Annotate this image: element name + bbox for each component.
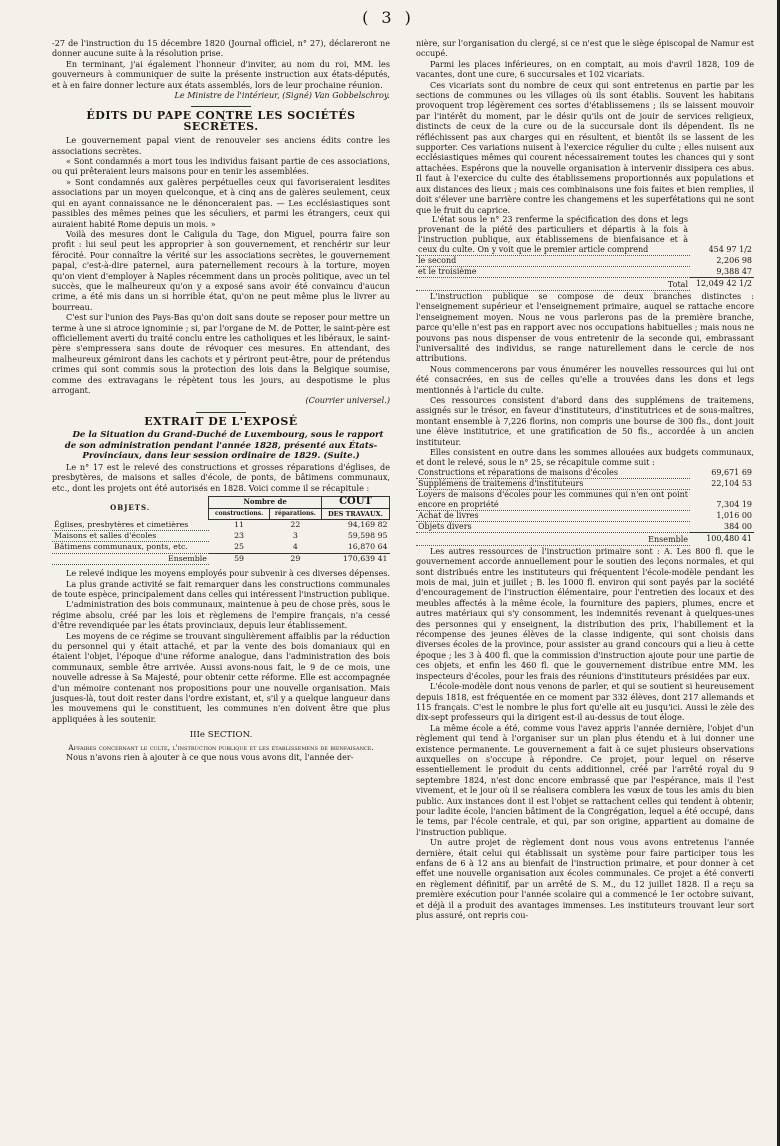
ledger-row [416, 266, 754, 277]
ledger-total-label: Ensemble [416, 532, 690, 545]
paragraph: Les moyens de ce régime se trouvant singulièrement affaiblis par la réduction du personnel qui y était attaché, et par la vente des bois domaniaux qui en étaient l'objet, l'époque d'une réforme analogue, dans l'administration des bois communaux, semble être arrivée. Aussi avons-nous fait, le 9 de ce mois, une nouvelle adresse à Sa Majesté, pour obtenir cette réforme. Elle est accompagnée d'un mémoire contenant nos propositions pour une nouvelle organisation. Mais jusques-là, tout doit rester dans l'ordre existant, et, s'il y a quelque langueur dans les mouvemens qui le constituent, les communes n'en doivent être que plus appliquées à les soutenir. [52, 630, 390, 724]
signature: Le Ministre de l'intérieur, (Signé) Van Gobbelschroy. [174, 90, 390, 101]
paragraph: L'instruction publique se compose de deux branches distinctes : l'enseignement supérieur et l'enseignement primaire, auquel se rattache encore l'enseignement moyen. Nous ne vous parlerons pas de la première branche, parce qu'elle n'est pas en rapport avec nos occupations habituelles ; mais nous ne pouvons pas nous dispenser de vous entretenir de la seconde qui, embrassant l'universalité des individus, se range naturellement dans le cercle de nos attributions. [416, 290, 754, 364]
paragraph: L'administration des bois communaux, maintenue à peu de chose près, sous le régime absolu, créé par les lois et règlemens de l'empire français, n'a cessé d'être revendiquée par les états provinciaux, depuis leur établissement. [52, 599, 390, 631]
ledger-label: Constructions et réparations de maisons d'écoles [416, 468, 690, 479]
paragraph: Ces ressources consistent d'abord dans des supplémens de traitemens, assignés sur le trésor, en faveur d'instituteurs, d'institutrices et de sous-maîtres, montant ensemble à 7,226 florins, non compris une bourse de 300 fls., dont jouit une élève institutrice, et une gratification de 50 fls., accordée à un ancien instituteur. [416, 394, 754, 447]
ledger-value: 384 00 [724, 521, 752, 531]
ledger-value: 454 97 1/2 [708, 245, 752, 255]
total-label: Ensemble [52, 553, 209, 564]
ledger-row [416, 215, 754, 256]
section-subheading: Affaires concernant le culte, l'instruction publique et les établissemens de bienfaisance. [68, 742, 374, 752]
heading-extrait: EXTRAIT DE L'EXPOSÉ [144, 414, 298, 428]
paragraph: Parmi les places inférieures, on en comptait, au mois d'avril 1828, 109 de vacantes, dont une cure, 6 succursales et 102 vicariats. [416, 58, 754, 80]
ledger-row [416, 489, 754, 510]
ledger-total: 100,480 41 [690, 532, 754, 545]
paragraph: Les autres ressources de l'instruction primaire sont : A. Les 800 fl. que le gouvernement accorde annuellement pour le soutien des leçons normales, et qui sont distribués entre les instituteurs qui fréquentent l'école-modèle pendant les mois de mai, juin et juillet ; B. les 1000 fl. environ qui sont payés par la société d'encouragement de l'instruction élémentaire, pour l'entretien des locaux et des meubles affectés à la même école, la fourniture des papiers, plumes, encre et autres matériaux qui s'y consomment, les indemnités revenant à quelques-unes des personnes qui y enseignent, la distribution des prix, l'habillement et la récompense des jeunes élèves de la classe indigente, qui sont choisis dans diverses écoles de la province, pour assister au grand concours qui a lieu à cette époque ; les 3 à 400 fl. que la commission d'instruction ajoute pour une partie de ces objets, et enfin les 460 fl. que le gouvernement distribue entre MM. les inspecteurs d'écoles, pour les frais des réunions d'instituteurs présidées par eux. [416, 545, 754, 681]
row-label: Bâtimens communaux, ponts, etc. [52, 542, 209, 553]
total-cout: 170,639 41 [321, 553, 389, 564]
ledger-total-row [416, 277, 754, 290]
ledger-row [416, 478, 754, 489]
cell-cout: 94,169 82 [347, 520, 388, 530]
ledger-total: 12,049 42 1/2 [690, 277, 754, 290]
paragraph: La même école a été, comme vous l'avez appris l'année dernière, l'objet d'un règlement qui tend à l'organiser sur un plan plus étendu et à lui donner une existence permanente. Le gouvernement a fait à ce sujet plusieurs observations auxquelles on s'occupe à répondre. Ce projet, pour lequel on réserve essentiellement le produit du cents additionnel, créé par l'arrêté royal du 9 septembre 1824, n'est donc encore embrassé que par l'espérance, mais il l'est vivement, et le jour où il se réalisera comblera les vœux de tous les amis du bien public. Aux instances dont il est l'objet se rattachent celles qui tendent à obtenir, pour ladite école, l'ancien bâtiment de la Congrégation, lequel a été occupé, dans le tems, par l'école centrale, et qui, par son origine, appartient au domaine de l'instruction publique. [416, 722, 754, 837]
col-header-objets: OBJETS. [110, 502, 151, 512]
divider [191, 106, 251, 107]
paragraph: Le n° 17 est le relevé des constructions et grosses réparations d'églises, de presbytères, de maisons et salles d'école, de ponts, de bâtimens communaux, etc., dont les projets ont été autorisés en 1828. Voici comme il se récapitule : [52, 462, 390, 493]
ledger-value: 9,388 47 [716, 266, 752, 276]
paragraph: Le relevé indique les moyens employés pour subvenir à ces diverses dépenses. [66, 568, 390, 579]
paragraph: -27 de l'instruction du 15 décembre 1820 (Journal officiel, n° 27), déclareront ne donner aucune suite à la résolution prise. [52, 38, 390, 59]
ledger-value: 2,206 98 [716, 255, 752, 265]
left-column [52, 38, 390, 762]
paragraph: nière, sur l'organisation du clergé, si ce n'est que le siège épiscopal de Namur est occupé. [416, 38, 754, 59]
subheading: De la Situation du Grand-Duché de Luxembourg, sous le rapport de son administration pendant l'année 1828, présenté aux États-Provinciaux, dans leur session ordinaire de 1829. (Suite.) [64, 430, 384, 462]
paragraph: Elles consistent en outre dans les sommes allouées aux budgets communaux, et dont le relevé, sous le n° 25, se récapitule comme suit : [416, 447, 754, 468]
ledger-label: Loyers de maisons d'écoles pour les communes qui n'en ont point encore en propriété [418, 489, 688, 509]
ledger-value: 22,104 53 [711, 478, 752, 488]
cell-reparations: 3 [292, 530, 298, 540]
ledger-row [416, 510, 754, 521]
col-header-travaux: DES TRAVAUX. [321, 508, 389, 519]
cell-reparations: 22 [290, 520, 301, 530]
paragraph: Un autre projet de règlement dont nous vous avons entretenus l'année dernière, était celui qui établissait un système pour faire participer tous les enfans de 6 à 12 ans au bienfait de l'instruction primaire, et pour donner à cet effet une nouvelle organisation aux écoles communales. Ce projet a été converti en règlement définitif, par un arrêté de S. M., du 12 juillet 1828. Il a reçu sa première exécution pour l'année scolaire qui a commencé le 1er octobre suivant, et déjà il a produit des avantages immenses. Les instituteurs trouvant leur sort plus assuré, ont repris cou- [416, 837, 754, 921]
paragraph: » Sont condamnés aux galères perpétuelles ceux qui favoriseraient lesdites associations par un moyen quelconque, et à cinq ans de galères seulement, ceux qui en ayant connaissance ne le dénonceraient pas. — Les ecclésiastiques sont passibles des mêmes peines que les séculiers, et parmi les étrangers, ceux qui auraient habité Rome depuis un mois. » [52, 176, 390, 229]
heading-papal-edicts: ÉDITS DU PAPE CONTRE LES SOCIÉTÉS SECRÈTES. [86, 109, 356, 133]
row-label: Maisons et salles d'écoles [52, 530, 209, 541]
cell-constructions: 23 [234, 530, 245, 540]
section-heading: IIIe SECTION. [189, 730, 253, 741]
cell-constructions: 25 [234, 542, 245, 552]
constructions-table [52, 496, 390, 565]
ledger-label: le second [416, 255, 690, 266]
total-reparations: 29 [269, 553, 321, 564]
page-number: ( 3 ) [362, 8, 415, 27]
row-label: Églises, presbytères et cimetières [52, 520, 209, 531]
paragraph: La plus grande activité se fait remarquer dans les constructions communales de toute espèce, principalement dans celles qui intéressent l'instruction publique. [52, 578, 390, 599]
ledger-total-label: Total [416, 277, 690, 290]
ledger-row [416, 255, 754, 266]
ledger-label: Objets divers [416, 521, 690, 532]
budget-ledger [416, 468, 754, 546]
ledger-label: Achat de livres [416, 510, 690, 521]
paragraph: C'est sur l'union des Pays-Bas qu'on doit sans doute se reposer pour mettre un terme à une si atroce ignominie ; si, par l'organe de M. de Potter, le saint-père est officiellement averti du traité conclu entre les catholiques et les libéraux, le saint-père s'empressera sans doute de révoquer ces mesures. En attendant, des malheureux gémiront dans les cachots et y périront peut-être, pour de prétendus crimes qui sont commis sous la protection des lois dans la Belgique soumise, comme des extravagans le répètent tous les jours, au despotisme le plus arrogant. [52, 312, 390, 395]
total-constructions: 59 [209, 553, 269, 564]
col-header-reparations: réparations. [269, 508, 321, 519]
cell-cout: 16,870 64 [347, 542, 388, 552]
ledger-value: 69,671 69 [711, 468, 752, 478]
paragraph: Nous n'avons rien à ajouter à ce que nous vous avons dit, l'année der- [66, 751, 354, 762]
col-header-constructions: constructions. [209, 508, 269, 519]
col-header-cout: COUT [321, 497, 389, 508]
ledger-label: et le troisième [416, 266, 690, 277]
dons-legs-ledger [416, 215, 754, 291]
table-row [52, 520, 390, 531]
cell-constructions: 11 [234, 520, 245, 530]
paragraph: Voilà des mesures dont le Caligula du Tage, don Miguel, pourra faire son profit : lui seul peut les approprier à son gouvernement, et renchérir sur leur férocité. Pour connaître la vérité sur les associations secrètes, le gouvernement papal, c'est-à-dire paternel, aura paternellement recours à la torture, moyen qu'on vient d'employer à Naples récemment dans un procès politique, avec un tel succès, que le malheureux qu'on y a exposé sans avoir été convaincu d'aucun crime, a été mis dans un si horrible état, qu'on ne peut même plus le livrer au bourreau. [52, 228, 390, 312]
paragraph: Ces vicariats sont du nombre de ceux qui sont entretenus en partie par les sections de communes ou les villages où ils sont établis. Souvent les habitans provoquent trop légèrement ces sortes d'établissemens ; ils se laissent mouvoir par l'intérêt du moment, par le désir qu'ils ont de jouir de services religieux, distincts de ceux de la cure ou de la succursale dont ils dépendent. Ils ne réfléchissent pas aux charges qui en résultent, et bientôt ils se lassent de les supporter. Ces variations nuisent à l'exercice régulier du culte ; elles nuisent aux ecclésiastiques mêmes qui courent nécessairement toutes les chances qui y sont attachées. Espérons que la nouvelle organisation à intervenir dissipera ces abus. Il faut à l'exercice du culte des établissemens proportionnés aux populations et aux distances des lieux ; mais ces combinaisons une fois faites et bien remplies, il doit s'élever une barrière contre les changemens et les superfétations qui ne sont que le fruit du caprice. [416, 79, 754, 215]
right-column [416, 38, 754, 920]
ledger-total-row [416, 532, 754, 545]
paragraph: Nous commencerons par vous énumérer les nouvelles ressources qui lui ont été consacrées, en sus de celles qu'elle a trouvées dans les dons et legs mentionnés à l'article du culte. [416, 363, 754, 395]
divider [196, 412, 246, 413]
ledger-label: Supplémens de traitemens d'instituteurs [416, 478, 690, 489]
table-row [52, 530, 390, 541]
source-citation: (Courrier universel.) [305, 395, 390, 406]
paragraph: L'école-modèle dont nous venons de parler, et qui se soutient si heureusement depuis 1818, est fréquentée en ce moment par 332 élèves, dont 217 allemands et 115 français. C'est le nombre le plus fort qu'elle ait eu jusqu'ici. Aussi le zèle des dix-sept professeurs qui la dirigent est-il au-dessus de tout éloge. [416, 681, 754, 723]
ledger-label: L'état sous le n° 23 renferme la spécification des dons et legs provenant de la piété des particuliers et départis à la fois à l'instruction publique, aux établissemens de bienfaisance et à ceux du culte. On y voit que le premier article comprend [418, 214, 688, 254]
cell-reparations: 4 [292, 542, 298, 552]
paragraph: En terminant, j'ai également l'honneur d'inviter, au nom du roi, MM. les gouverneurs à communiquer de suite la présente instruction aux états-députés, et à en faire donner lecture aux états assemblés, lors de leur prochaine réunion. [52, 58, 390, 90]
col-header-nombre: Nombre de [209, 497, 322, 508]
ledger-row [416, 521, 754, 532]
ledger-value: 7,304 19 [716, 500, 752, 510]
paragraph: « Sont condamnés a mort tous les individus faisant partie de ces associations, ou qui prêteraient leurs maisons pour en tenir les assemblées. [52, 156, 390, 177]
table-total-row [52, 553, 390, 564]
ledger-row [416, 468, 754, 479]
table-row [52, 542, 390, 553]
ledger-value: 1,016 00 [716, 510, 752, 520]
paragraph: Le gouvernement papal vient de renouveler ses anciens édits contre les associations secrètes. [52, 135, 390, 156]
cell-cout: 59,598 95 [347, 530, 388, 540]
